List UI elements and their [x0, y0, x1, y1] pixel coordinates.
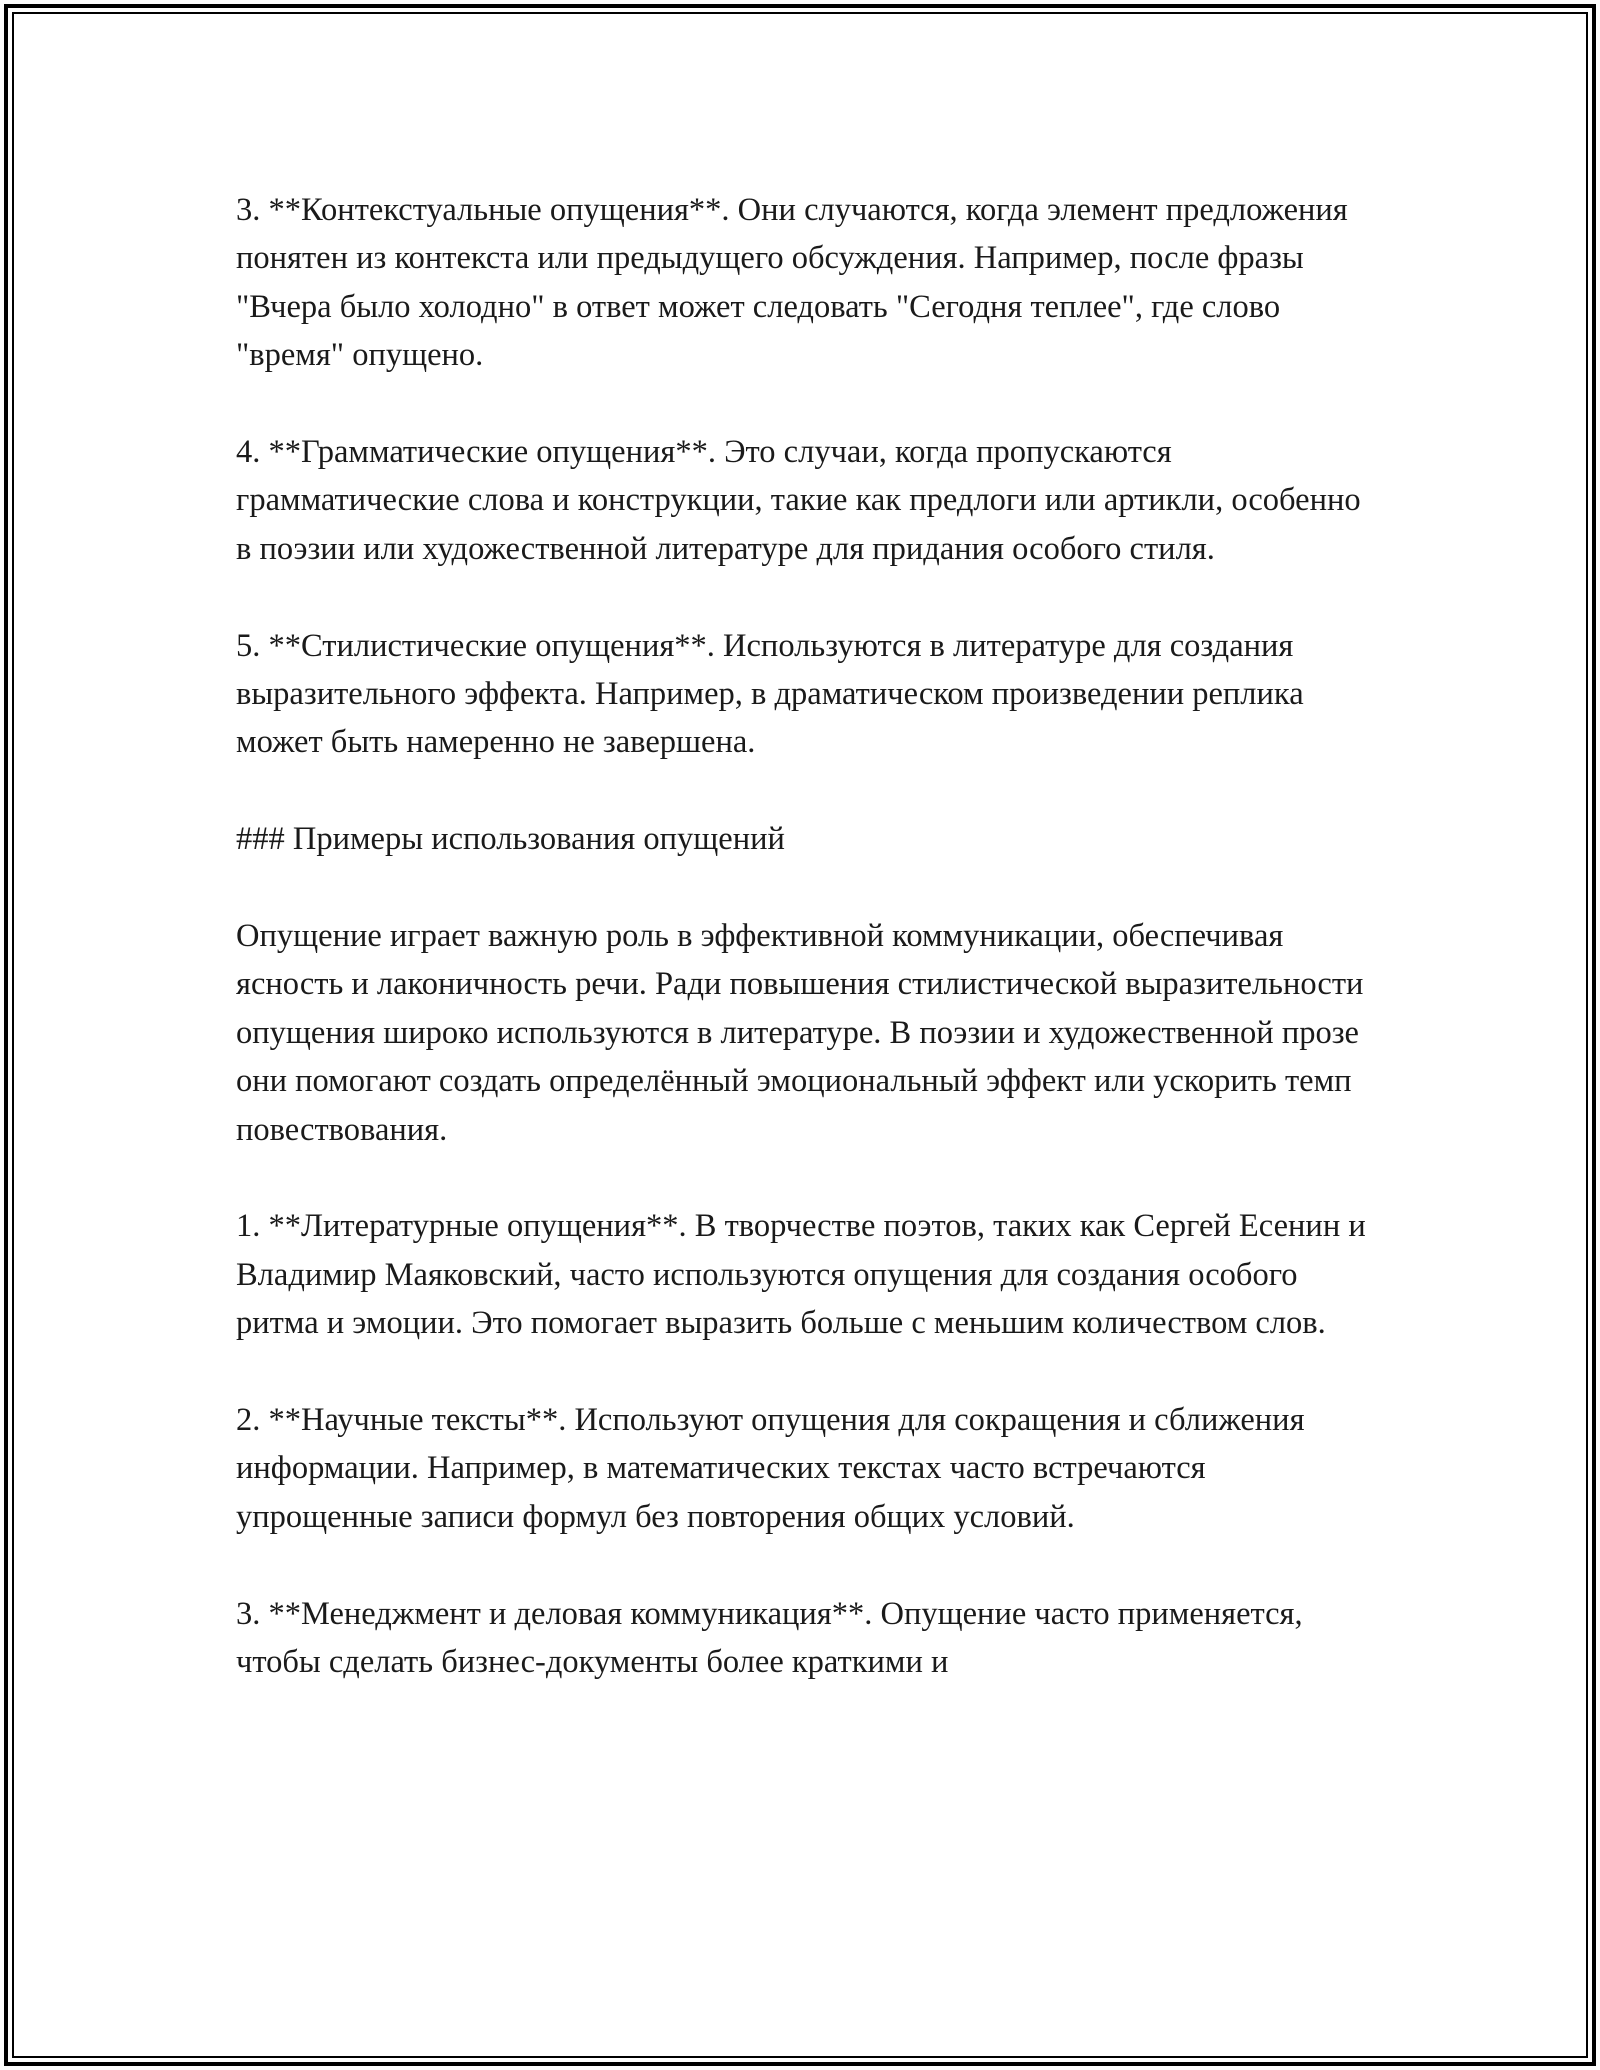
paragraph-business-communication: 3. **Менеджмент и деловая коммуникация**. Опущение часто применяется, чтобы сделать бизнес-документы более краткими и [236, 1595, 1303, 1681]
paragraph-contextual-omissions: 3. **Контекстуальные опущения**. Они случаются, когда элемент предложения понятен из контекста или предыдущего обсуждения. Например, после фразы "Вчера было холодно" в ответ может следовать "Сегодня теплее", где слово "время" опущено. [236, 192, 1348, 374]
paragraph-grammatical-omissions: 4. **Грамматические опущения**. Это случаи, когда пропускаются грамматические слова и конструкции, такие как предлоги или артикли, особенно в поэзии или художественной литературе для придания особого стиля. [236, 434, 1361, 567]
section-heading: ### Примеры использования опущений [236, 821, 785, 858]
paragraph-intro: Опущение играет важную роль в эффективной коммуникации, обеспечивая ясность и лаконичность речи. Ради повышения стилистической выразительности опущения широко используются в литературе. В поэзии и художественной прозе они помогают создать определённый эмоциональный эффект или ускорить темп повествования. [236, 918, 1364, 1148]
paragraph-stylistic-omissions: 5. **Стилистические опущения**. Используются в литературе для создания выразительного эффекта. Например, в драматическом произведении реплика может быть намеренно не завершена. [236, 627, 1304, 761]
document-body [236, 186, 1376, 1686]
paragraph-literary-omissions: 1. **Литературные опущения**. В творчестве поэтов, таких как Сергей Есенин и Владимир Маяковский, часто используются опущения для создания особого ритма и эмоции. Это помогает выразить больше с меньшим количеством слов. [236, 1208, 1366, 1342]
paragraph-scientific-texts: 2. **Научные тексты**. Используют опущения для сокращения и сближения информации. Например, в математических текстах часто встречаются упрощенные записи формул без повторения общих условий. [236, 1402, 1305, 1535]
